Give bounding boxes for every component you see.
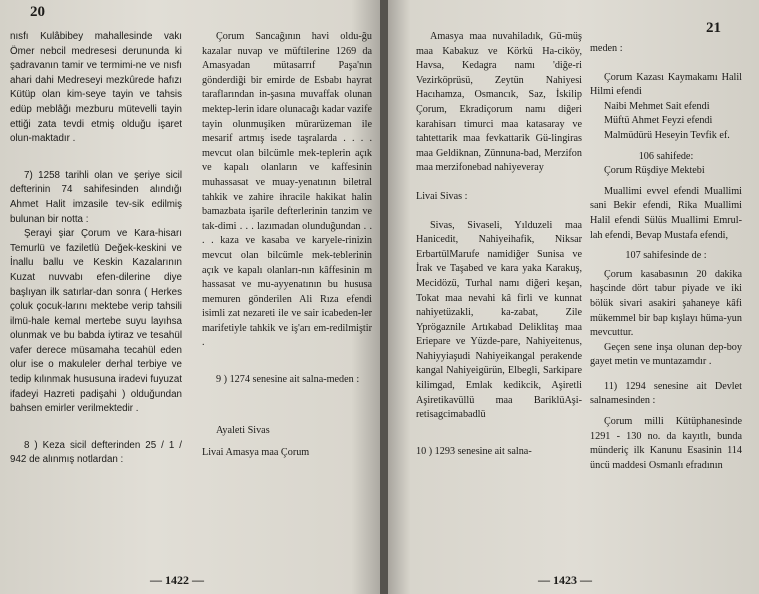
page-corner-number: 20	[30, 4, 45, 20]
paragraph: 11) 1294 senesine ait Devlet salnamesinden :	[590, 380, 742, 407]
section-heading: Livai Sivas :	[416, 190, 468, 202]
section-heading: 106 sahifede:	[638, 150, 694, 162]
page-corner-number: 21	[706, 20, 721, 36]
section-heading: Çorum Rüşdiye Mektebi	[604, 165, 705, 177]
paragraph: 9 ) 1274 senesine ait salna-meden :	[216, 374, 360, 386]
paragraph: Şerayi şiar Çorum ve Kara-hisarı Temurlü ve faziletlü Değek-keskini ve İnallu ballu ve Keskin Kazalarının Kuzat nuvvabı efen-dilerine diye başlıyan ilk satırlar-dan sonra ( Herkes çoluk çocuk-larını mektebe verip tahsili ilmü-hale kemal mertebe suyu layıhsa olunmak ve bu babda iytiraz ve tesahül vafer derece müsamaha tecahül eden olur ise o makuleler derhal terbiye ve tedip kılınmak hususuna iradevi fuyuzat ifadeyi Hazreti padişahi ) olduğundan bahsen emirler verilmektedir .	[10, 228, 182, 415]
left-page-column-1	[10, 30, 182, 468]
paragraph: Geçen sene inşa olunan dep-boy gayet metin ve muntazamdır .	[590, 341, 742, 368]
right-page	[388, 0, 759, 594]
paragraph: Malmüdürü Heseyin Tevfik ef.	[604, 129, 730, 141]
left-page-column-2	[202, 30, 372, 461]
right-page-column-2	[590, 42, 742, 473]
paragraph: Muallimi evvel efendi Muallimi sani Bekir efendi, Rika Muallimi Halil efendi Sülüs Muallimi Emrul-lah efendi, Bevap Mustafa efendi,	[590, 185, 742, 241]
paragraph: Çorum Sancağının havi oldu-ğu kazalar nuvap ve müftilerine 1269 da Amasyadan mütasarrıf Paşa'nın gönderdiği bir emirde de Esbabı hayrat taraflarından in-şasına muvaffak olunan mektep-lerin idare olunacağı kadar vazife tayin olunmuşiken mürarüzeman ile mesarif artmış isede taşralarda . . . . mevcut olan bilcümle mek-teplerin açık ve kapalı olanların ve kaffesinin muhassasat ve muay-yenatının biletral tahkik ve zahire ihracile hakikat halin bamazbata işarile defterlerinin tanzim ve tak-dimi . . . lazımadan olunduğundan . . . . kaza ve kasaba ve karyele-rinizin mevcut olan bilcümle mek-teblerinin açık ve kapalı olanları-nın kâffesinin m hassasat ve mu-ayyenatının bu hususa memuren gönderilen Ali Rıza efendi isimli zat nezareti ile ve sair icabeden-ler marifetiyle tahkik ve iş'arı em-redilmiştir .	[202, 31, 372, 349]
page-footer-number: — 1422 —	[150, 573, 204, 587]
paragraph: 8 ) Keza sicil defterinden 25 / 1 / 942 de alınmış notlardan :	[10, 439, 182, 466]
paragraph: 10 ) 1293 senesine ait salna-	[416, 445, 532, 457]
section-heading: 107 sahifesinde de :	[625, 250, 707, 262]
paragraph: Naibi Mehmet Sait efendi	[604, 100, 710, 112]
right-page-column-1	[416, 30, 582, 459]
page-footer-number: — 1423 —	[538, 573, 592, 587]
paragraph: Sivas, Sivaseli, Yılduzeli maa Hanicedit, Nahiyeihafik, Niksar ErbartülMarufe namidiğer Sunisa ve İrak ve Taşabed ve kara yaka Karakuş, Mecidözü, Turhal namı diğeri keşan, Tokat maa nevahi kâ firli ve kunnat nahiyetüzakli, ka-zabat, Zile Yprögaznile Artıkabad Deliklitaş maa Eriepare ve Yüzde-pare, Nahiyeitenus, Nahiyyiaşudi Nahiyeikangal perakende kangal Nahiyeigürün, Elbegli, Sarkipare kilimgad, Emlak kedikcik, Aşiretli Aşiretikavüllü maa BariklüAşi-retisagcimabadlü	[416, 219, 582, 421]
section-heading: Livai Amasya maa Çorum	[202, 447, 310, 459]
paragraph: nısfı Kulâbibey mahallesinde vakı Ömer nebcil medresesi derununda ki şadravanın tamir ve termimi-ne ve nısfı ahari dahi Medreseyi mezkûrede hafızı Kütüp olan kim-seye tayin ve tahsis edüp meblâğı mezburu mütevelli tayin ettiği zata tevdi etmiş olduğu işaret olun-maktadır .	[10, 31, 182, 145]
paragraph: Amasya maa nuvahiladık, Gü-müş maa Kabakuz ve Körkü Ha-ciköy, Havsa, Kedagra namı 'diğe-ri Vezirköprüsü, Zeytün Nahiyesi Hacıhamza, Osmancık, Saz, İskilip Çorum, Ekradiçorum namı diğeri karahisarı timurci maa katasaray ve tahtettarik maa fevkattarik Gü-lingiras maa Geldiknan, Zünnuna-bad, Merzifon maa merzifonebad nahiyeveray	[416, 31, 582, 174]
paragraph: Çorum kasabasının 20 dakika haşcinde dört tabur piyade ve iki bölük sivari asakiri şahaneye kâfi mükemmel bir bap kışlayı hüma-yun mevcuttur.	[590, 268, 742, 339]
paragraph: Çorum milli Kütüphanesinde 1291 - 130 no. da kayıtlı, bunda münderiç ilk Kanunu Esasinin 114 üncü maddesi Osmanlı efradının	[590, 416, 742, 471]
paragraph: Müftü Ahmet Feyzi efendi	[604, 115, 713, 127]
paragraph: 7) 1258 tarihli olan ve şeriye sicil defterinin 74 sahifesinden alındığı Ahmet Halit imzasile tev-sik edilmiş bulunan bir notta :	[10, 169, 182, 225]
section-heading: Ayaleti Sivas	[216, 424, 270, 436]
paragraph: Çorum Kazası Kaymakamı Halil Hilmi efendi	[590, 71, 742, 98]
paragraph: meden :	[590, 43, 623, 54]
